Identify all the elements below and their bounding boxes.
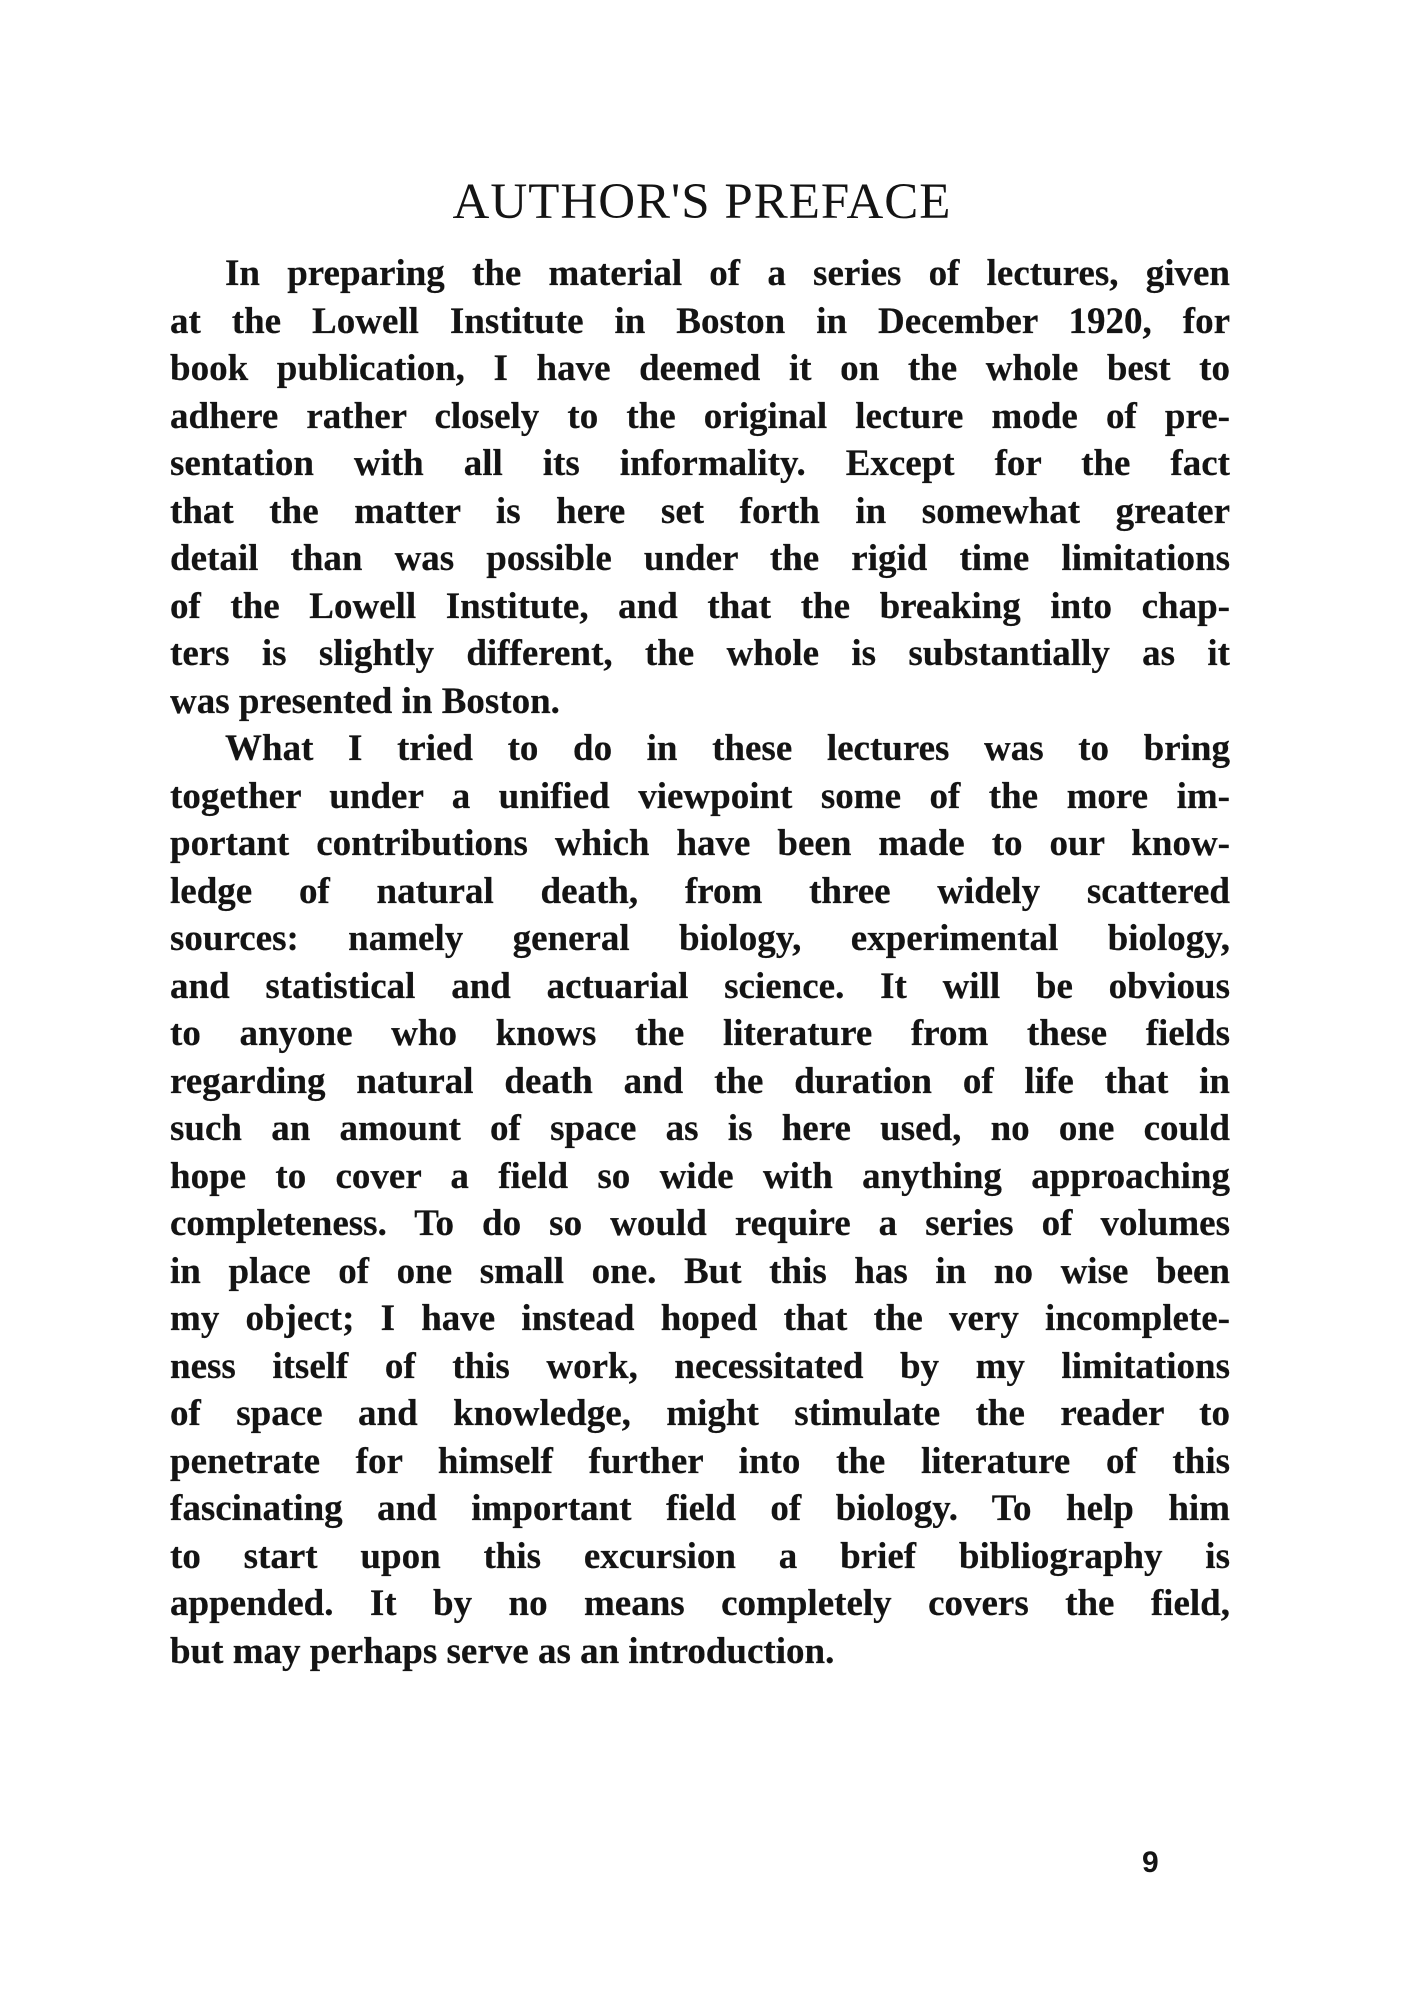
paragraph-1-line: that the matter is here set forth in somewhat greater [170,490,1230,532]
paragraph-2-line: regarding natural death and the duration of life that in [170,1060,1230,1102]
paragraph-2-line: penetrate for himself further into the literature of this [170,1440,1230,1482]
paragraph-2-line: completeness. To do so would require a series of volumes [170,1203,1230,1244]
page-title: AUTHOR'S PREFACE [452,174,952,230]
paragraph-2-line: portant contributions which have been made to our know- [170,823,1230,864]
paragraph-2-line: together under a unified viewpoint some of the more im- [170,775,1230,817]
paragraph-2-line: hope to cover a field so wide with anything approaching [170,1155,1230,1197]
paragraph-2-line: to start upon this excursion a brief bibliography is [170,1535,1230,1577]
paragraph-2-line: What I tried to do in these lectures was to bring [225,728,1230,769]
paragraph-1-line: at the Lowell Institute in Boston in December 1920, for [170,300,1230,342]
paragraph-1-line: book publication, I have deemed it on the whole best to [170,348,1230,389]
paragraph-2-line: fascinating and important field of biology. To help him [170,1488,1230,1529]
page-number: 9 [1142,1846,1159,1879]
paragraph-1-line: sentation with all its informality. Except for the fact [170,443,1230,484]
paragraph-2-line: but may perhaps serve as an introduction. [170,1630,835,1672]
paragraph-2-line: and statistical and actuarial science. It will be obvious [170,965,1230,1007]
paragraph-1-line: adhere rather closely to the original lecture mode of pre- [170,395,1230,437]
paragraph-2-line: appended. It by no means completely covers the field, [170,1583,1230,1624]
paragraph-2-line: of space and knowledge, might stimulate the reader to [170,1393,1230,1434]
paragraph-2-line: ness itself of this work, necessitated by my limitations [170,1345,1230,1387]
paragraph-2-line: ledge of natural death, from three widely scattered [170,870,1230,912]
paragraph-1-line: of the Lowell Institute, and that the breaking into chap- [170,585,1230,627]
paragraph-2-line: to anyone who knows the literature from these fields [170,1013,1230,1054]
paragraph-2-line: sources: namely general biology, experimental biology, [170,918,1230,959]
paragraph-2-line: my object; I have instead hoped that the very incomplete- [170,1298,1230,1339]
preface-body [170,250,1230,1675]
paragraph-2-line: such an amount of space as is here used, no one could [170,1108,1230,1149]
paragraph-1-line: detail than was possible under the rigid time limitations [170,538,1230,579]
paragraph-1-line: ters is slightly different, the whole is substantially as it [170,633,1230,674]
paragraph-2-line: in place of one small one. But this has in no wise been [170,1250,1230,1292]
paragraph-1-line: was presented in Boston. [170,680,560,722]
paragraph-1-line: In preparing the material of a series of lectures, given [225,253,1230,294]
